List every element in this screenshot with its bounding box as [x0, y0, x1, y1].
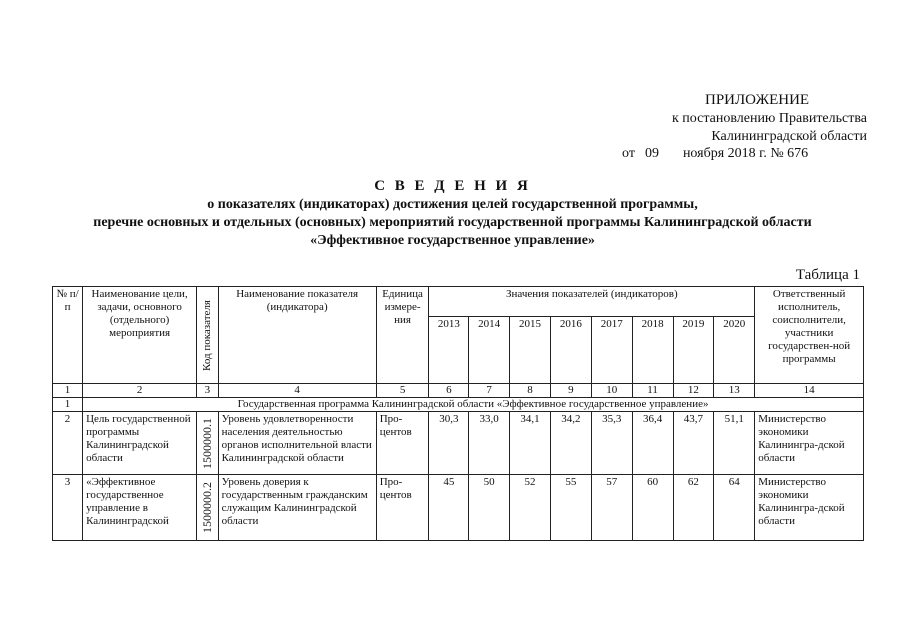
row-value: 33,0 — [469, 412, 510, 475]
header-code: Код показателя — [200, 299, 213, 371]
table-label: Таблица 1 — [795, 267, 860, 283]
subtitle-line-3: «Эффективное государственное управление» — [310, 233, 595, 248]
header-unit: Единица измере-ния — [376, 287, 429, 384]
header-code-cell — [197, 287, 219, 384]
program-row-num: 1 — [53, 398, 83, 412]
year-2016: 2016 — [550, 317, 591, 384]
row-value: 36,4 — [632, 412, 673, 475]
year-2015: 2015 — [510, 317, 551, 384]
region-line: Калининградской области — [711, 129, 867, 144]
program-row-title: Государственная программа Калининградской области «Эффективное государственное управление» — [83, 398, 864, 412]
row-value: 64 — [714, 475, 755, 541]
row-indicator: Уровень доверия к государственным гражданским служащим Калининградской области — [218, 475, 376, 541]
program-row — [53, 398, 864, 412]
row-unit: Про-центов — [376, 475, 429, 541]
indicators-table — [52, 286, 864, 541]
row-num: 2 — [53, 412, 83, 475]
year-2019: 2019 — [673, 317, 714, 384]
header-indicator: Наименование показателя (индикатора) — [218, 287, 376, 384]
column-number-row — [53, 384, 864, 398]
table-row — [53, 412, 864, 475]
subtitle-line-1: о показателях (индикаторах) достижения целей государственной программы, — [207, 197, 698, 212]
col-number: 4 — [218, 384, 376, 398]
col-number: 14 — [755, 384, 864, 398]
date-rest: ноября 2018 г. № 676 — [682, 146, 809, 161]
row-code-cell — [197, 475, 219, 541]
row-indicator: Уровень удовлетворенности населения деятельностью органов исполнительной власти Калининградской области — [218, 412, 376, 475]
row-responsible: Министерство экономики Калинингра-дской области — [755, 475, 864, 541]
col-number: 1 — [53, 384, 83, 398]
col-number: 5 — [376, 384, 429, 398]
row-value: 30,3 — [429, 412, 469, 475]
row-value: 34,1 — [510, 412, 551, 475]
date-prefix: от — [622, 146, 635, 161]
date-day: 09 — [644, 146, 659, 161]
header-num: № п/п — [53, 287, 83, 384]
row-value: 62 — [673, 475, 714, 541]
row-value: 55 — [550, 475, 591, 541]
row-value: 57 — [591, 475, 632, 541]
row-code-cell — [197, 412, 219, 475]
col-number: 6 — [429, 384, 469, 398]
col-number: 8 — [510, 384, 551, 398]
year-2014: 2014 — [469, 317, 510, 384]
year-2017: 2017 — [591, 317, 632, 384]
col-number: 9 — [550, 384, 591, 398]
row-unit: Про-центов — [376, 412, 429, 475]
col-number: 3 — [197, 384, 219, 398]
appendix-title: ПРИЛОЖЕНИЕ — [705, 92, 810, 108]
header-responsible: Ответственный исполнитель, соисполнители, участники государствен-ной программы — [755, 287, 864, 384]
header-row — [53, 287, 864, 317]
col-number: 2 — [83, 384, 197, 398]
year-2018: 2018 — [632, 317, 673, 384]
col-number: 11 — [632, 384, 673, 398]
decree-line: к постановлению Правительства — [671, 111, 867, 126]
header-values-group: Значения показателей (индикаторов) — [429, 287, 755, 317]
row-value: 60 — [632, 475, 673, 541]
row-value: 52 — [510, 475, 551, 541]
col-number: 7 — [469, 384, 510, 398]
header-name: Наименование цели, задачи, основного (отдельного) мероприятия — [83, 287, 197, 384]
row-value: 35,3 — [591, 412, 632, 475]
row-value: 45 — [429, 475, 469, 541]
col-number: 10 — [591, 384, 632, 398]
row-name: «Эффективное государственное управление в Калининградской — [83, 475, 197, 541]
decree-date — [622, 146, 818, 162]
row-value: 50 — [469, 475, 510, 541]
row-value: 43,7 — [673, 412, 714, 475]
row-code: 1500000.1 — [199, 417, 214, 469]
col-number: 12 — [673, 384, 714, 398]
document-title: С В Е Д Е Н И Я — [374, 178, 531, 194]
row-value: 51,1 — [714, 412, 755, 475]
row-code: 1500000.2 — [199, 482, 214, 533]
row-value: 34,2 — [550, 412, 591, 475]
row-num: 3 — [53, 475, 83, 541]
table-row — [53, 475, 864, 541]
col-number: 13 — [714, 384, 755, 398]
row-name: Цель государственной программы Калининградской области — [83, 412, 197, 475]
year-2020: 2020 — [714, 317, 755, 384]
row-responsible: Министерство экономики Калинингра-дской области — [755, 412, 864, 475]
subtitle-line-2: перечне основных и отдельных (основных) мероприятий государственной программы Калининградской области — [93, 215, 812, 230]
year-2013: 2013 — [429, 317, 469, 384]
